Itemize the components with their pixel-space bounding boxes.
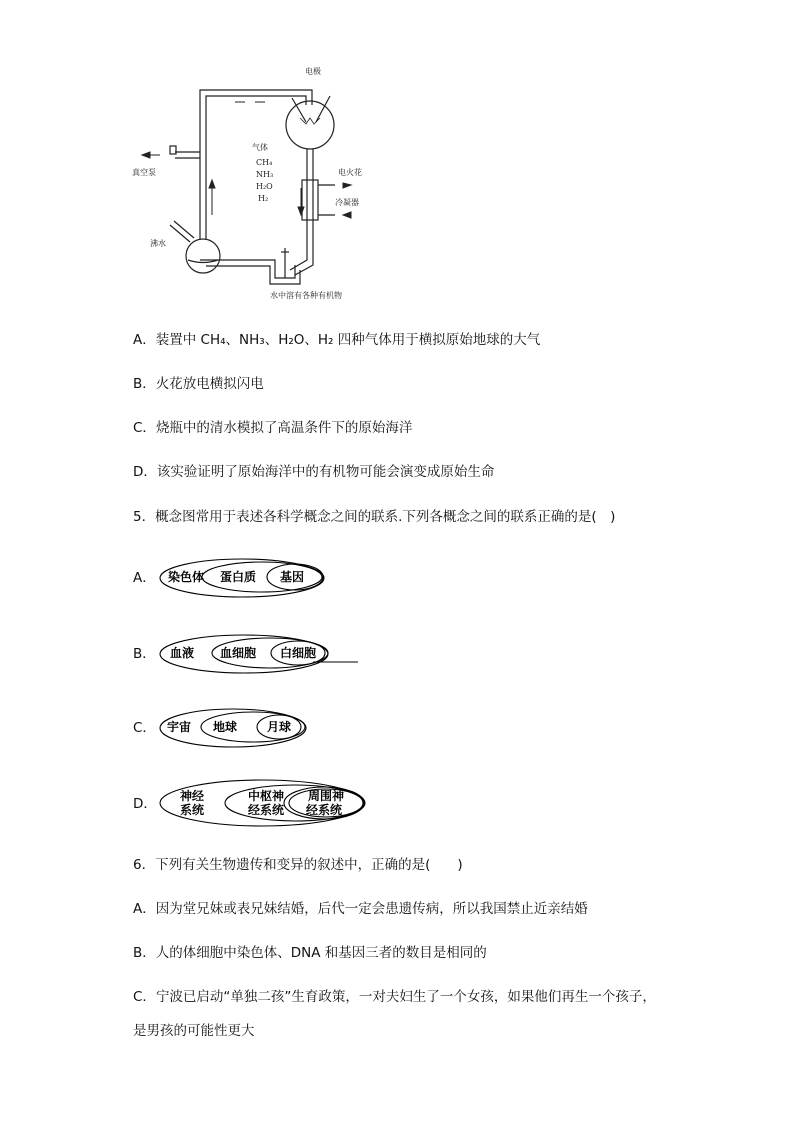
q5-option-d-concept-diagram — [158, 776, 373, 831]
b-middle-label: 血细胞 — [220, 646, 257, 660]
spark-label: 电火花 — [338, 168, 362, 177]
c-outer-label: 宇宙 — [167, 720, 192, 734]
c-inner-label: 月球 — [267, 720, 292, 734]
gas-title: 气体 — [252, 143, 268, 152]
d-middle-label-line2: 经系统 — [248, 803, 285, 817]
q5-option-d-label: D． — [133, 796, 157, 812]
miller-apparatus-diagram — [130, 60, 390, 305]
d-outer-label-line1: 神经 — [180, 789, 205, 803]
q5-option-a-concept-diagram — [158, 556, 333, 601]
gas-4: H₂ — [258, 194, 269, 203]
q6-option-b: B．人的体细胞中染色体、DNA 和基因三者的数目是相同的 — [133, 945, 487, 961]
gas-3: H₂O — [256, 182, 273, 191]
q6-option-c: C．宁波已启动“单独二孩”生育政策，一对夫妇生了一个女孩，如果他们再生一个孩子， — [133, 989, 656, 1005]
q6-option-c-continued: 是男孩的可能性更大 — [133, 1023, 255, 1039]
q5-option-c-concept-diagram — [158, 706, 313, 751]
a-outer-label: 染色体 — [168, 570, 205, 584]
electrode-label: 电极 — [305, 67, 321, 76]
gas-2: NH₃ — [256, 170, 274, 179]
result-label: 水中溶有各种有机物 — [270, 291, 342, 300]
condenser-label: 冷凝器 — [335, 198, 359, 207]
q5-stem: 5．概念图常用于表述各科学概念之间的联系.下列各概念之间的联系正确的是( ) — [133, 509, 616, 525]
gas-1: CH₄ — [256, 158, 273, 167]
q6-stem: 6．下列有关生物遗传和变异的叙述中，正确的是( ) — [133, 857, 463, 873]
a-middle-label: 蛋白质 — [220, 570, 257, 584]
q5-option-b-concept-diagram — [158, 632, 363, 677]
q5-option-c-label: C． — [133, 720, 156, 736]
d-inner-label-line2: 经系统 — [306, 803, 343, 817]
c-middle-label: 地球 — [213, 720, 238, 734]
q6-option-a: A．因为堂兄妹或表兄妹结婚，后代一定会患遗传病，所以我国禁止近亲结婚 — [133, 901, 588, 917]
q4-option-c: C．烧瓶中的清水模拟了高温条件下的原始海洋 — [133, 420, 413, 436]
q5-option-a-label: A． — [133, 570, 156, 586]
boiling-water-label: 沸水 — [150, 239, 166, 248]
q4-option-a: A．装置中 CH₄、NH₃、H₂O、H₂ 四种气体用于横拟原始地球的大气 — [133, 332, 541, 348]
q4-option-d: D．该实验证明了原始海洋中的有机物可能会演变成原始生命 — [133, 464, 495, 480]
a-inner-label: 基因 — [280, 570, 305, 584]
vacuum-pump-label: 真空泵 — [132, 168, 156, 177]
d-inner-label-line1: 周围神 — [308, 789, 345, 803]
q4-option-b: B．火花放电横拟闪电 — [133, 376, 264, 392]
d-outer-label-line2: 系统 — [180, 803, 205, 817]
b-inner-label: 白细胞 — [280, 646, 317, 660]
d-middle-label-line1: 中枢神 — [248, 789, 285, 803]
q5-option-b-label: B． — [133, 646, 156, 662]
b-outer-label: 血液 — [170, 646, 195, 660]
